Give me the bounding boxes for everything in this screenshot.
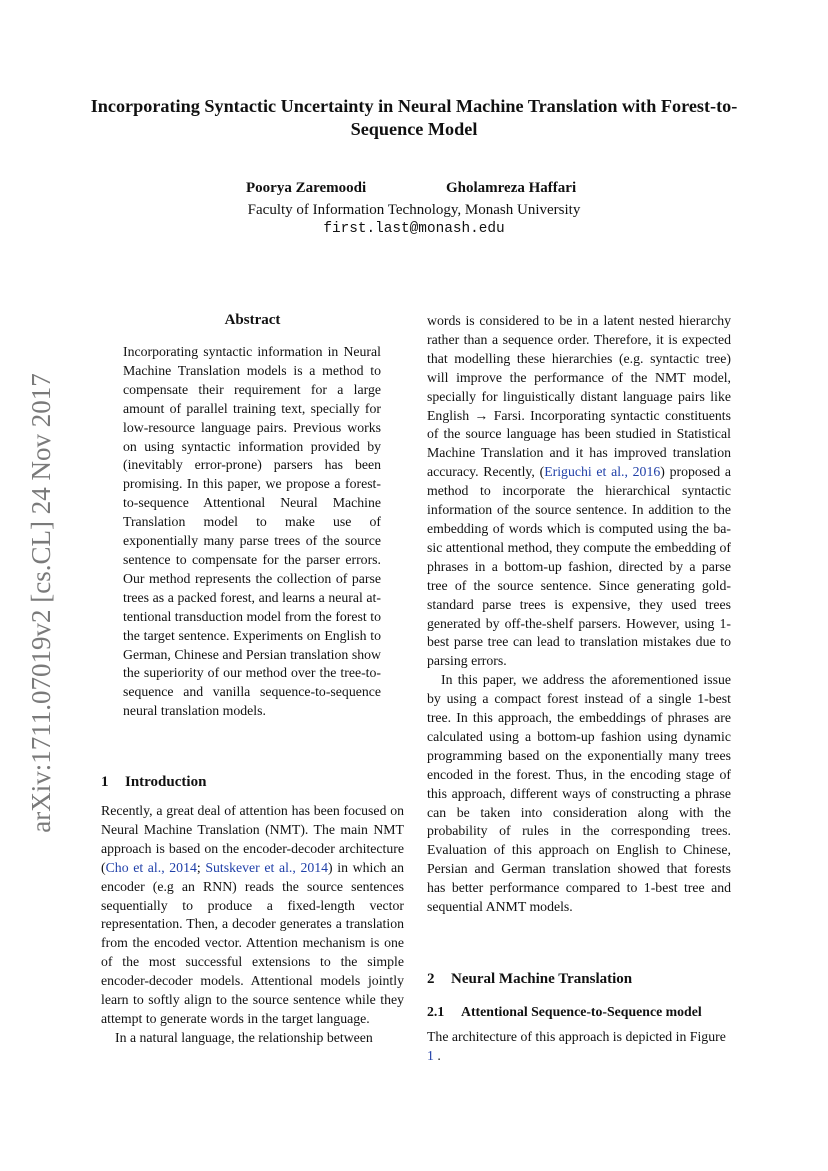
author-name: Gholamreza Haffari xyxy=(446,180,577,196)
text-run: ) proposed a method to incorporate the hierarchical syntactic information of the source sentence. In addition to the embedding of words which is computed using the basic attentional method, they compute the embedding of phrases in a bottom-up fashion, directed by a parse tree of the source sentence. Since generating gold-standard parse trees is expensive, they used trees generated by off-the-shelf parsers. However, using 1-best parse tree can lead to translation mistakes due to parsing errors. xyxy=(427,464,731,669)
text-run: . xyxy=(433,1047,441,1063)
section-heading-nmt xyxy=(427,969,632,989)
arxiv-watermark: arXiv:1711.07019v2 [cs.CL] 24 Nov 2017 xyxy=(26,373,56,833)
text-run: words is considered to be in a latent nested hierarchy rather than a sequence order. Therefore, it is expected that modelling these hierarchies (e.g. syntactic tree) will improve the performance of the NMT model, specially for linguistically distant language pairs like English → Farsi. Incorporating syntactic constituents of the source language has been studied in Statistical Machine Translation and it has improved translation accuracy. Recently, ( xyxy=(427,313,731,480)
citation-link[interactable]: Cho et al., 2014 xyxy=(105,859,197,875)
citation-link[interactable]: Sutskever et al., 2014 xyxy=(205,859,329,875)
author-email: first.last@monash.edu xyxy=(323,221,505,237)
section-number: 1 xyxy=(101,774,109,790)
subsection-title: Attentional Sequence-to-Sequence model xyxy=(461,1004,702,1019)
section-title: Introduction xyxy=(125,774,207,790)
subsection-heading xyxy=(427,1003,702,1021)
intro-paragraph-2-start: In a natural language, the relationship between xyxy=(115,1029,373,1045)
author-name: Poorya Zaremoodi xyxy=(246,180,367,196)
abstract-heading: Abstract xyxy=(224,312,281,328)
authors xyxy=(0,180,828,200)
abstract-text: Incorporating syntactic information in Neural Machine Translation models is a method to compensate their requirement for a large amount of parallel training text, specially for low-resource language pairs. Previous works on using syntactic information provided by (inevitably error-prone) parsers has been promising. In this paper, we propose a forest-to-sequence Attentional Neural Machine Translation model to make use of exponentially many parse trees of the source sentence to compensate for the parser errors. Our method represents the collection of parse trees as a packed forest, and learns a neural attentional transduction model from the forest to the target sentence. Experiments on English to German, Chinese and Persian translation show the superiority of our method over the tree-to-sequence and vanilla sequence-to-sequence neural translation models. xyxy=(123,344,381,719)
text-run: ) in which an encoder (e.g an RNN) reads the source sentences sequentially to produce a fixed-length vector representation. Then, a decoder generates a translation from the encoded vector. Attention mechanism is one of the most successful extensions to the simple encoder-decoder models. Attentional models jointly learn to softly align to the source sentence while they attempt to generate words in the target language. xyxy=(101,859,404,1026)
paper-title: Incorporating Syntactic Uncertainty in Neural Machine Translation with Forest-to-Sequence Model xyxy=(90,96,738,139)
affiliation: Faculty of Information Technology, Monash University xyxy=(247,202,581,218)
subsection-number: 2.1 xyxy=(427,1004,445,1019)
section-heading-introduction xyxy=(101,772,206,792)
text-run: The architecture of this approach is depicted in Figure xyxy=(427,1029,726,1044)
section-number: 2 xyxy=(427,971,435,987)
figure-reference-link[interactable]: 1 xyxy=(427,1047,434,1063)
introduction-left-column xyxy=(101,802,404,1048)
text-run: Recently, a great deal of attention has been focused on Neural Machine Translation (NMT). The main NMT approach is based on the encoder-decoder architecture ( xyxy=(101,803,404,875)
introduction-right-column xyxy=(427,312,731,917)
intro-paragraph-3: In this paper, we address the aforementioned issue by using a compact forest instead of a single 1-best tree. In this approach, the embeddings of phrases are calculated using a bottom-up fashion using dynamic programming based on the exponentially many trees encoded in the forest. Thus, in the encoding stage of this approach, different ways of constructing a phrase can be taken into consideration along with the probability of rules in the corresponding trees. Evaluation of this approach on English to Chinese, Persian and German translation showed that forests has better performance compared to 1-best tree and sequential ANMT models. xyxy=(427,672,731,915)
text-run: ; xyxy=(196,859,206,875)
nmt-paragraph xyxy=(427,1028,731,1066)
section-title: Neural Machine Translation xyxy=(451,971,633,987)
intro-paragraph-2-cont xyxy=(427,312,731,671)
citation-link[interactable]: Eriguchi et al., 2016 xyxy=(544,464,661,480)
intro-paragraph-1 xyxy=(101,802,404,1029)
